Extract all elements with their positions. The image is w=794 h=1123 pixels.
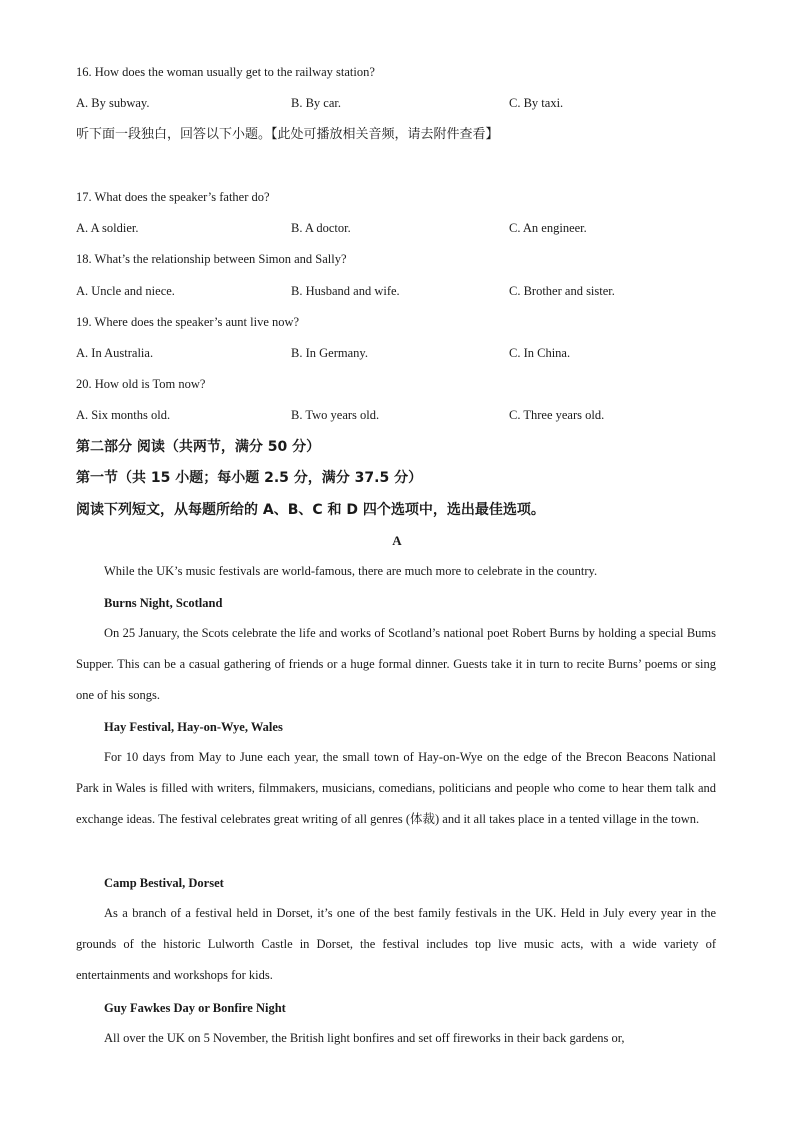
question-17 [0,187,794,207]
option-c: C. Three years old. [509,408,605,422]
passage-intro: While the UK’s music festivals are world-famous, there are much more to celebrate in the country. [104,564,598,578]
part-title: 第二部分 阅读（共两节，满分 50 分） [76,439,321,455]
question-19 [0,312,794,332]
option-c: C. In China. [509,346,571,360]
option-b: B. In Germany. [291,346,368,360]
options-16 [0,93,794,113]
option-b: B. A doctor. [291,221,351,235]
options-17 [0,218,794,238]
monologue-instruction: 听下面一段独白，回答以下小题。【此处可播放相关音频，请去附件查看】 [76,127,499,142]
festival-heading-camp-bestival: Camp Bestival, Dorset [104,876,224,890]
options-19 [0,343,794,363]
option-b: B. By car. [291,96,341,110]
section-title: 第一节（共 15 小题；每小题 2.5 分，满分 37.5 分） [76,470,423,486]
options-18 [0,281,794,301]
question-text: 19. Where does the speaker’s aunt live now? [76,315,300,329]
festival-heading-hay-festival: Hay Festival, Hay-on-Wye, Wales [104,720,283,734]
festival-text-burns-night: On 25 January, the Scots celebrate the life and works of Scotland’s national poet Robert Burns by holding a special Bums Supper. This can be a casual gathering of friends or a huge formal dinner. Guests take it in turn to recite Burns’ poems or sing one of his songs. [76,626,716,703]
option-b: B. Two years old. [291,408,380,422]
festival-heading-burns-night: Burns Night, Scotland [104,596,223,610]
question-18 [0,249,794,269]
option-a: A. In Australia. [76,346,154,360]
passage-letter: A [392,533,402,548]
option-c: C. An engineer. [509,221,587,235]
option-c: C. By taxi. [509,96,564,110]
question-text: 16. How does the woman usually get to the railway station? [76,65,375,79]
festival-heading-guy-fawkes: Guy Fawkes Day or Bonfire Night [104,1001,286,1015]
question-20 [0,374,794,394]
option-b: B. Husband and wife. [291,284,400,298]
festival-text-guy-fawkes: All over the UK on 5 November, the British light bonfires and set off fireworks in their back gardens or, [104,1031,625,1045]
question-text: 20. How old is Tom now? [76,377,206,391]
option-a: A. A soldier. [76,221,139,235]
festival-text-hay-festival: For 10 days from May to June each year, the small town of Hay-on-Wye on the edge of the Brecon Beacons National Park in Wales is filled with writers, filmmakers, musicians, comedians, politicians and people who come to hear them talk and exchange ideas. The festival celebrates great writing of all genres (体裁) and it all takes place in a tented village in the town. [76,750,716,827]
option-c: C. Brother and sister. [509,284,615,298]
option-a: A. Six months old. [76,408,171,422]
option-a: A. Uncle and niece. [76,284,175,298]
question-text: 17. What does the speaker’s father do? [76,190,270,204]
question-16 [0,62,794,82]
reading-instruction: 阅读下列短文，从每题所给的 A、B、C 和 D 四个选项中，选出最佳选项。 [76,502,545,518]
question-text: 18. What’s the relationship between Simon and Sally? [76,252,347,266]
options-20 [0,405,794,425]
option-a: A. By subway. [76,96,150,110]
festival-text-camp-bestival: As a branch of a festival held in Dorset, it’s one of the best family festivals in the UK. Held in July every year in the grounds of the historic Lulworth Castle in Dorset, the festival includes top live music acts, with a wide variety of entertainments and workshops for kids. [76,906,716,983]
